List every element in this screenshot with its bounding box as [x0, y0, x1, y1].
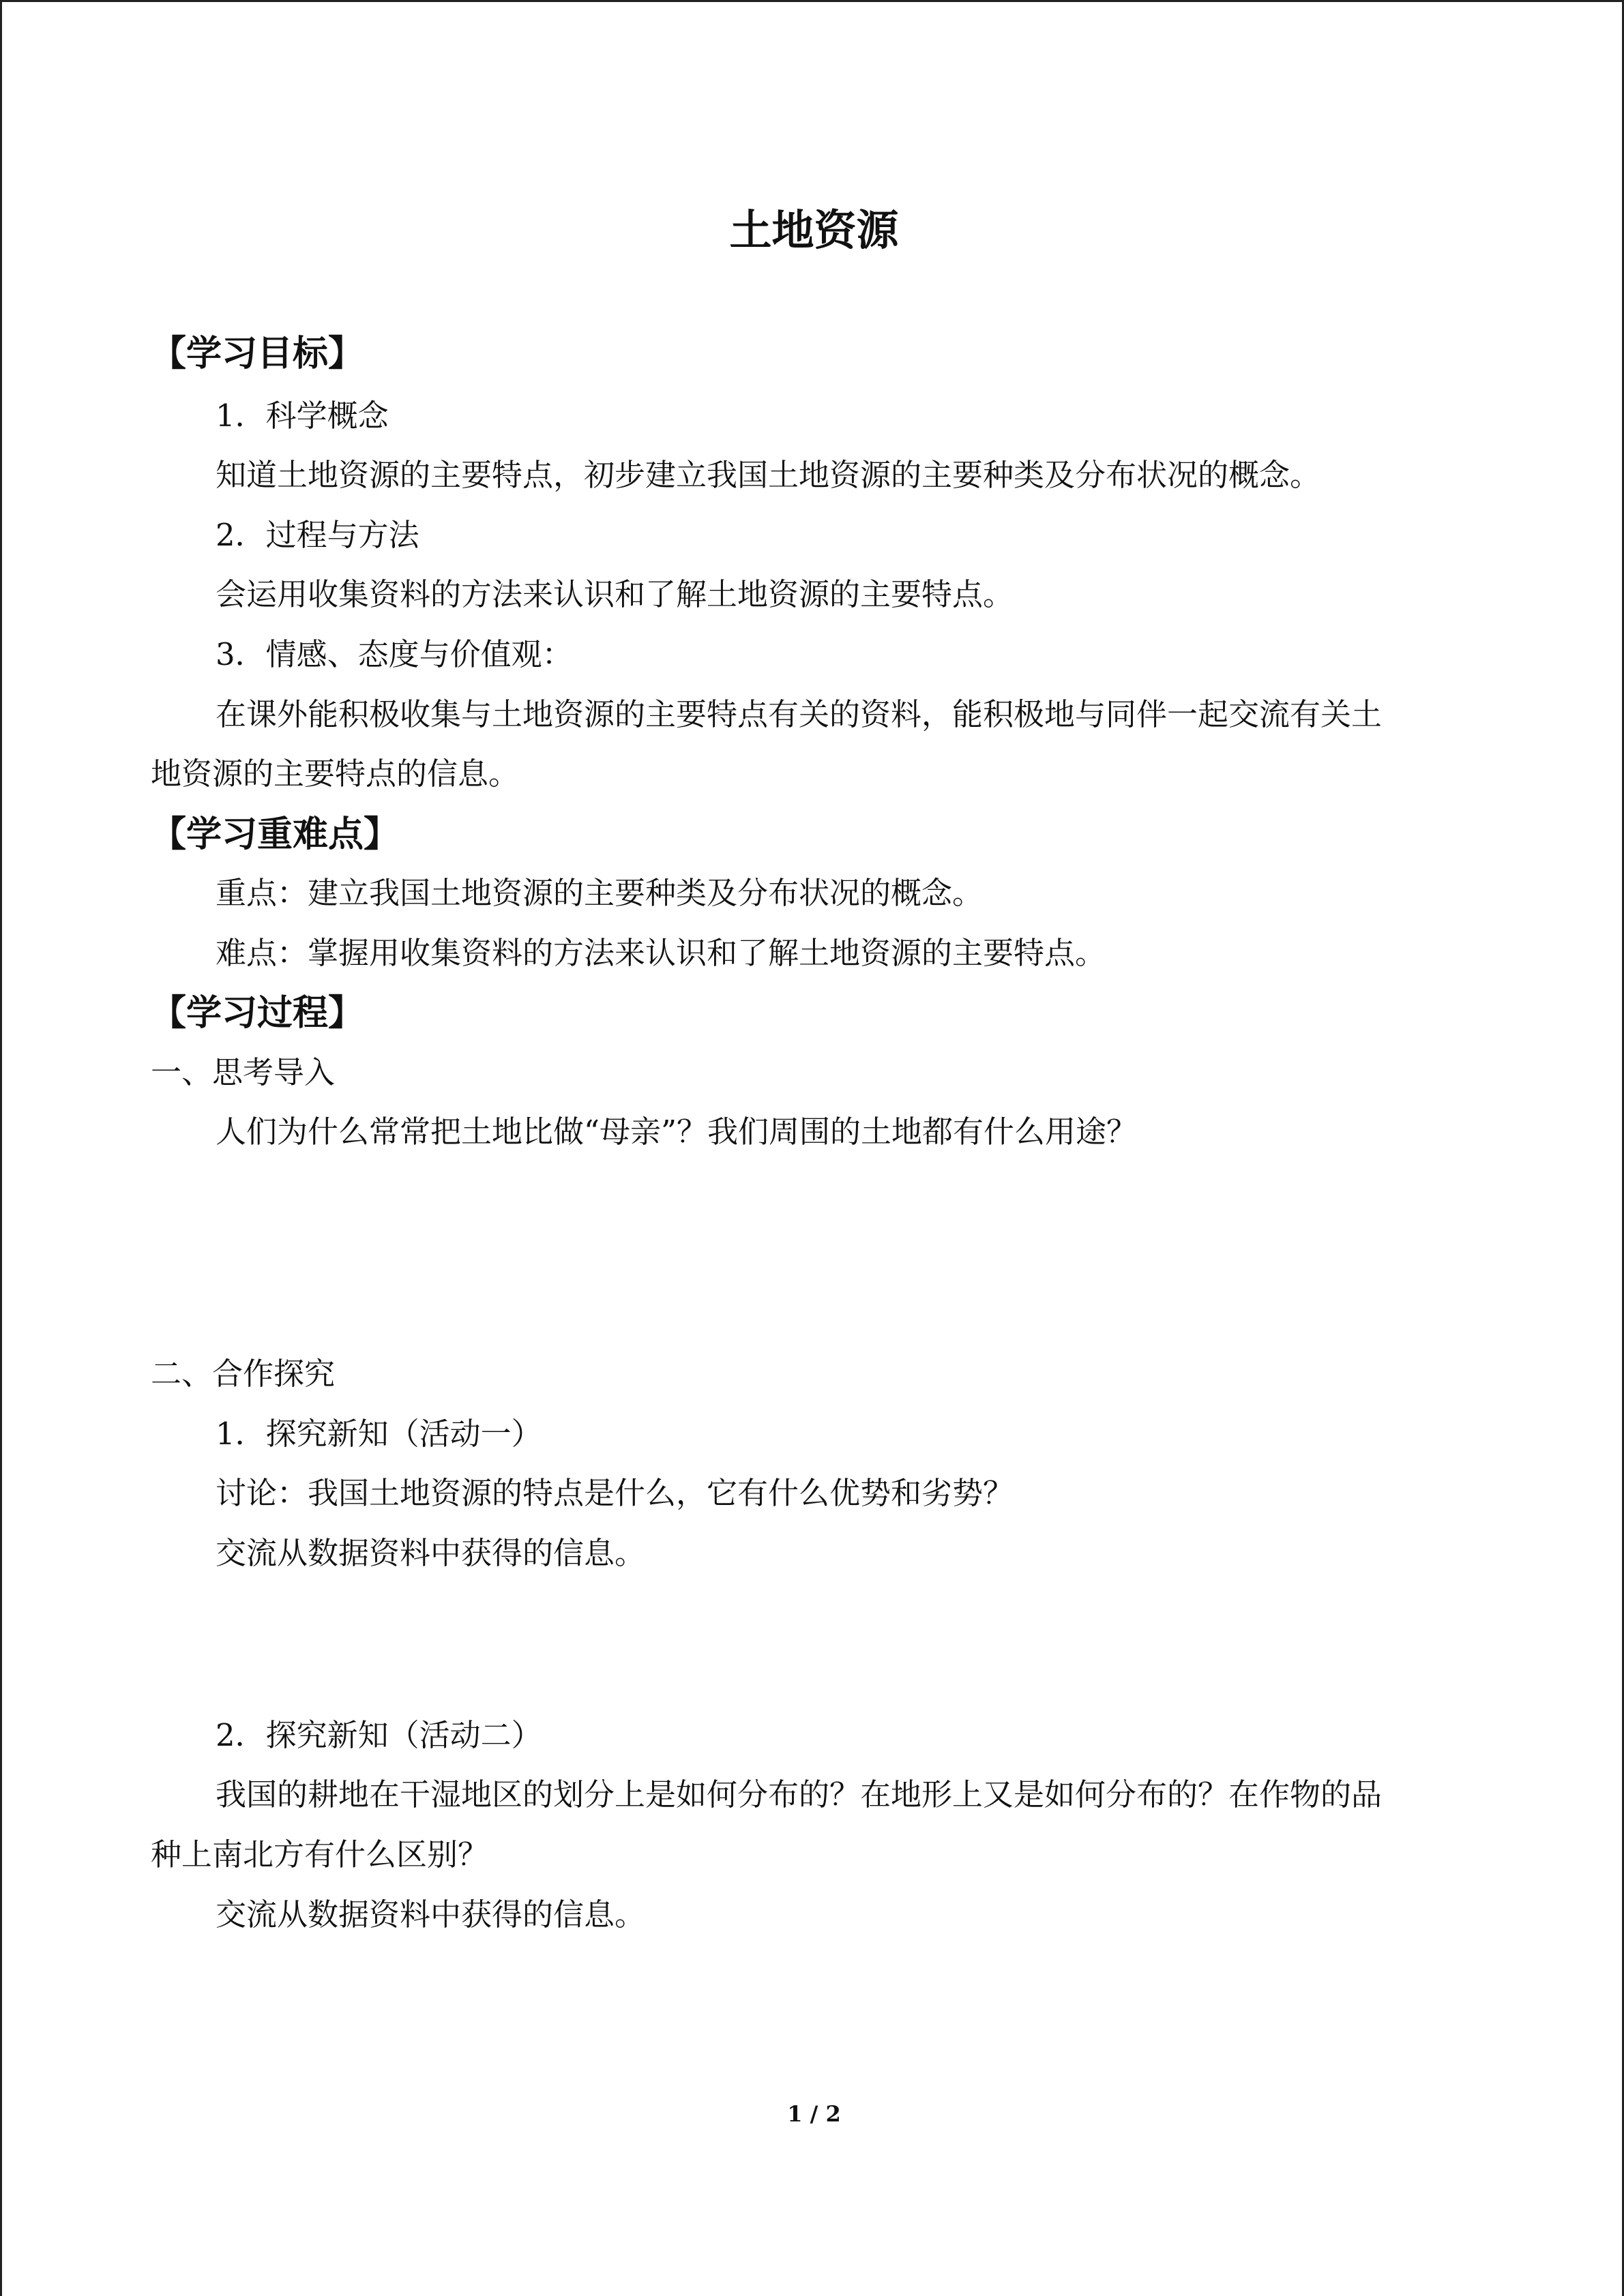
process-part-1-text: 人们为什么常常把土地比做“母亲”？我们周围的土地都有什么用途？	[216, 1114, 1138, 1150]
objective-2-text: 会运用收集资料的方法来认识和了解土地资源的主要特点。	[216, 576, 1014, 612]
page-title: 土地资源	[729, 205, 899, 255]
objective-3-text-line-2: 地资源的主要特点的信息。	[151, 756, 520, 792]
objective-2-label: 2．过程与方法	[216, 517, 419, 553]
activity-1-text-1: 讨论：我国土地资源的特点是什么，它有什么优势和劣势？	[216, 1475, 1014, 1511]
key-point-difficulty: 难点：掌握用收集资料的方法来认识和了解土地资源的主要特点。	[216, 935, 1106, 971]
section-heading-key-points: 【学习重难点】	[151, 814, 400, 855]
activity-1-title: 1．探究新知（活动一）	[216, 1416, 542, 1452]
process-part-2-title: 二、合作探究	[151, 1356, 336, 1392]
page-number: 1 / 2	[787, 2101, 841, 2127]
objective-3-text-line-1: 在课外能积极收集与土地资源的主要特点有关的资料，能积极地与同伴一起交流有关土	[216, 696, 1383, 732]
section-heading-process: 【学习过程】	[151, 993, 364, 1034]
activity-2-text-1-line-2: 种上南北方有什么区别？	[151, 1836, 489, 1873]
key-point-focus: 重点：建立我国土地资源的主要种类及分布状况的概念。	[216, 875, 984, 911]
objective-1-text: 知道土地资源的主要特点，初步建立我国土地资源的主要种类及分布状况的概念。	[216, 457, 1321, 493]
section-heading-objectives: 【学习目标】	[151, 333, 364, 374]
activity-1-text-2: 交流从数据资料中获得的信息。	[216, 1535, 646, 1571]
activity-2-text-2: 交流从数据资料中获得的信息。	[216, 1896, 646, 1933]
process-part-1-title: 一、思考导入	[151, 1054, 336, 1090]
activity-2-text-1-line-1: 我国的耕地在干湿地区的划分上是如何分布的？在地形上又是如何分布的？在作物的品	[216, 1776, 1383, 1813]
objective-3-label: 3．情感、态度与价值观：	[216, 636, 573, 672]
objective-1-label: 1．科学概念	[216, 398, 389, 434]
activity-2-title: 2．探究新知（活动二）	[216, 1717, 542, 1753]
